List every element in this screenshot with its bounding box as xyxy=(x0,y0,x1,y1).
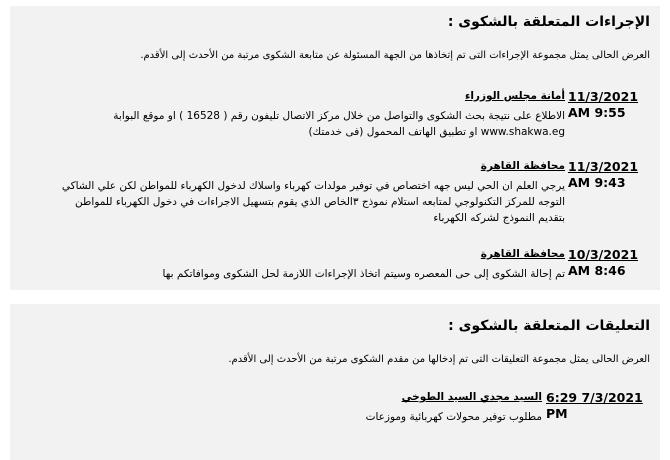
action-text xyxy=(30,178,565,226)
actions-section-title: الإجراءات المتعلقة بالشكوى : xyxy=(447,14,650,30)
actions-section xyxy=(10,6,660,290)
action-author: أمانة مجلس الوزراء xyxy=(464,90,565,102)
comment-date: 6:29 7/3/2021 xyxy=(546,390,643,405)
comment-author: السيد مجدي السيد الطوخي xyxy=(401,391,542,403)
comments-section-title: التعليقات المتعلقة بالشكوى : xyxy=(448,318,650,334)
action-time: AM 9:43 xyxy=(568,175,626,190)
comment-text-line: مطلوب توفير محولات كهربائية وموزعات xyxy=(365,411,542,423)
comment-text xyxy=(32,409,542,425)
comments-section-description: العرض الحالى يمثل مجموعة التعليقات التى تم إدخالها من مقدم الشكوى مرتبة من الأحدث إلى الأقدم. xyxy=(228,354,650,365)
action-text-line: الاطلاع على نتيجة بحث الشكوى والتواصل من خلال مركز الاتصال تليفون رقم ( 16528 ) او موقع البوابة xyxy=(113,110,565,122)
action-text xyxy=(30,108,565,140)
action-date: 11/3/2021 xyxy=(568,89,639,104)
action-date: 11/3/2021 xyxy=(568,159,639,174)
action-date: 10/3/2021 xyxy=(568,247,639,262)
comment-time: PM xyxy=(546,406,568,421)
action-author: محافظة القاهرة xyxy=(480,248,565,260)
action-time: AM 8:46 xyxy=(568,263,626,278)
action-text-line: www.shakwa.eg او تطبيق الهاتف المحمول (فى خدمتك) xyxy=(308,126,565,138)
actions-section-description: العرض الحالى يمثل مجموعة الإجراءات التى تم إتخاذها من الجهة المسئولة عن متابعة الشكوى مرتبة من الأحدث إلى الأقدم. xyxy=(140,50,650,61)
action-text xyxy=(30,266,565,282)
action-author: محافظة القاهرة xyxy=(480,160,565,172)
action-text-line: التوجه للمركز التكنولوجي لمتابعه استلام نموذج ٣الخاص الذي يقوم بتسهيل الاجراءات في دخول الكهرباء للمواطن xyxy=(75,196,565,208)
action-text-line: بتقديم النموذج لشركه الكهرباء xyxy=(433,212,565,224)
action-text-line: تم إحالة الشكوى إلى حى المعصره وسيتم اتخاذ الإجراءات اللازمة لحل الشكوى وموافاتكم بها xyxy=(162,268,565,280)
comments-section xyxy=(10,304,660,460)
action-time: AM 9:55 xyxy=(568,105,626,120)
action-text-line: يرجي العلم ان الحي ليس جهه اختصاص في توفير مولدات كهرباء واسلاك لدخول الكهرباء للمواطن لكن علي الشاكي xyxy=(61,180,565,192)
